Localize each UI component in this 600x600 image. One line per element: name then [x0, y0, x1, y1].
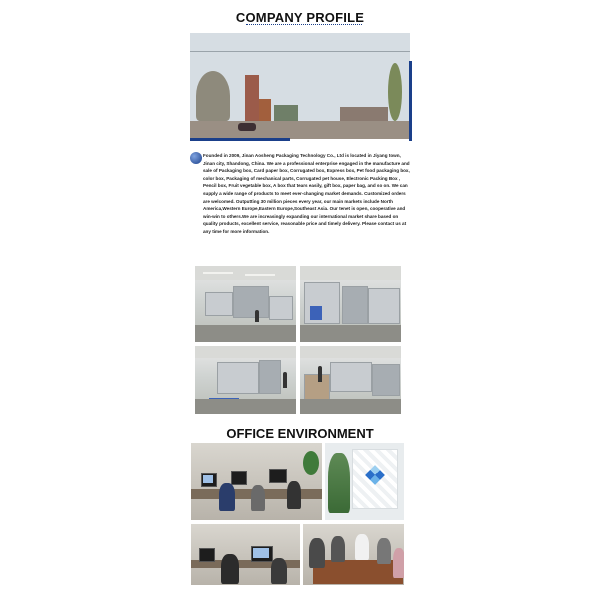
factory-floor-photo: [300, 266, 401, 342]
title-underline: [246, 24, 362, 25]
accent-bar-bottom: [190, 138, 290, 141]
factory-floor-photo: [300, 346, 401, 414]
company-building-photo: [190, 33, 410, 139]
office-meeting-photo: [303, 524, 404, 585]
office-environment-title: OFFICE ENVIRONMENT: [226, 426, 374, 441]
office-photo: [191, 443, 322, 520]
factory-floor-photo: [195, 346, 296, 414]
company-intro-text: Founded in 2009, Jinan Aosheng Packaging Technology Co., Ltd is located in Jiyang town, Jinan city, Shandong, China. We are a professional enterprise engaged in the manufacture and sale of Packaging box, Card paper box, Corrugated box, Express box, Pet food packaging box, color box, Packaging of mechanical parts, Corrugated pet house, Electronic Packing Box , Pencil box, Fruit vegetable box, A box that tears easily, gift box, paper bag, and so on. We can supply a wide range of products to meet ever-changing market demands. Customized orders are welcomed. Outputting 30 million pieces every year, our main markets include North America,Western Europe,Eastern Europe,Southeast Asia. Our tenet is open, cooperative and win-win to others.We are increasingly expanding our international market share based on quality products, excellent service, reasonable price and timely delivery. Please contact us at any time for more information.: [203, 153, 410, 234]
factory-floor-photo: [195, 266, 296, 342]
accent-bar-right: [409, 61, 412, 141]
company-profile-title: COMPANY PROFILE: [235, 10, 365, 25]
bullet-dot-icon: [190, 152, 202, 164]
office-logo-wall-photo: [325, 443, 404, 520]
office-photo: [191, 524, 300, 585]
